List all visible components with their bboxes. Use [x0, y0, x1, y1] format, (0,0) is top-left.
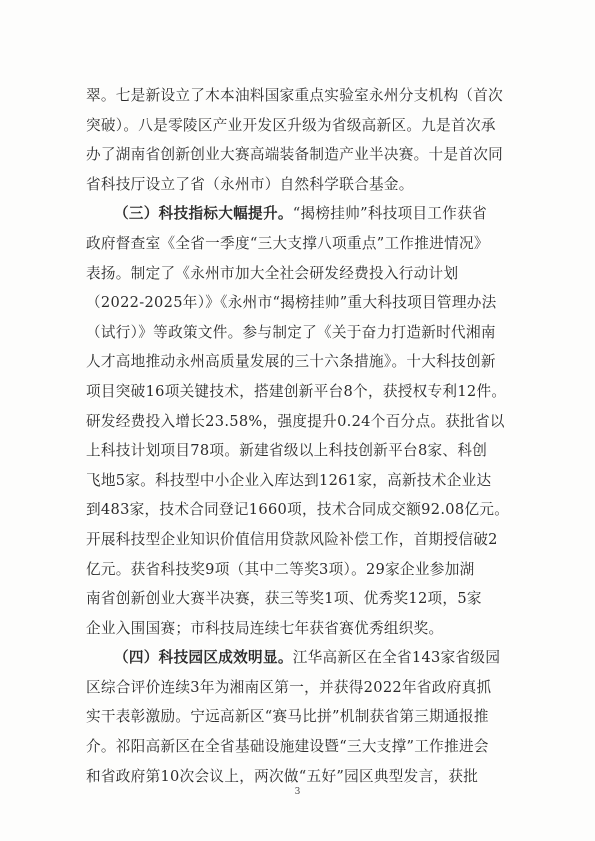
text-line: 介。祁阳高新区在全省基础设施建设暨“三大支撑”工作推进会 [86, 738, 489, 756]
text-line: 南省创新创业大赛半决赛，获三等奖1项、优秀奖12项，5家 [86, 590, 482, 608]
text-line: 开展科技型企业知识价值信用贷款风险补偿工作，首期授信破2 [86, 530, 498, 548]
text-line: 政府督查室《全省一季度“三大支撑八项重点”工作推进情况》 [86, 234, 489, 252]
text-line: 人才高地推动永州高质量发展的三十六条措施》。十大科技创新 [86, 353, 496, 371]
text-line: 亿元。获省科技奖9项（其中二等奖3项）。29家企业参加湖 [86, 560, 475, 578]
text-line: 和省政府第10次会议上，两次做“五好”园区典型发言，获批 [86, 767, 479, 785]
text-line: 办了湖南省创新创业大赛高端装备制造产业半决赛。十是首次同 [86, 146, 504, 164]
section-heading: （三）科技指标大幅提升。 [114, 205, 293, 223]
paragraph-first-line [86, 199, 514, 229]
text-line: 项目突破16项关键技术，搭建创新平台8个，获授权专利12件。 [86, 382, 507, 400]
text-line: 企业入围国赛；市科技局连续七年获省赛优秀组织奖。 [86, 619, 444, 637]
text-line: 实干表彰激励。宁远高新区“赛马比拼”机制获省第三期通报推 [86, 708, 489, 726]
text-line: 到483家，技术合同登记1660项，技术合同成交额92.08亿元。 [86, 501, 510, 519]
text-line: 翠。七是新设立了木本油料国家重点实验室永州分支机构（首次 [86, 87, 504, 104]
text-line: 区综合评价连续3年为湘南区第一，并获得2022年省政府真抓 [86, 678, 492, 696]
paragraph-first-line [86, 643, 514, 673]
text-line: 表扬。制定了《永州市加大全社会研发经费投入行动计划 [86, 264, 459, 282]
text-run: 江华高新区在全省143家省级园 [292, 649, 501, 667]
text-line: 研发经费投入增长23.58%，强度提升0.24个百分点。获批省以 [86, 412, 505, 430]
section-heading: （四）科技园区成效明显。 [114, 649, 293, 667]
body-text [86, 81, 514, 791]
text-line: （2022-2025年）》《永州市“揭榜挂帅”重大科技项目管理办法 [86, 294, 497, 312]
text-line: 上科技计划项目78项。新建省级以上科技创新平台8家、科创 [86, 442, 488, 460]
text-line: （试行）》等政策文件。参与制定了《关于奋力打造新时代湘南 [86, 323, 496, 341]
text-line: 突破）。八是零陵区产业开发区升级为省级高新区。九是首次承 [86, 116, 496, 134]
text-run: “揭榜挂帅”科技项目工作获省 [292, 205, 487, 223]
page-number: 3 [294, 787, 301, 797]
text-line: 飞地5家。科技型中小企业入库达到1261家，高新技术企业达 [86, 471, 492, 489]
text-line: 省科技厅设立了省（永州市）自然科学联合基金。 [86, 175, 414, 193]
